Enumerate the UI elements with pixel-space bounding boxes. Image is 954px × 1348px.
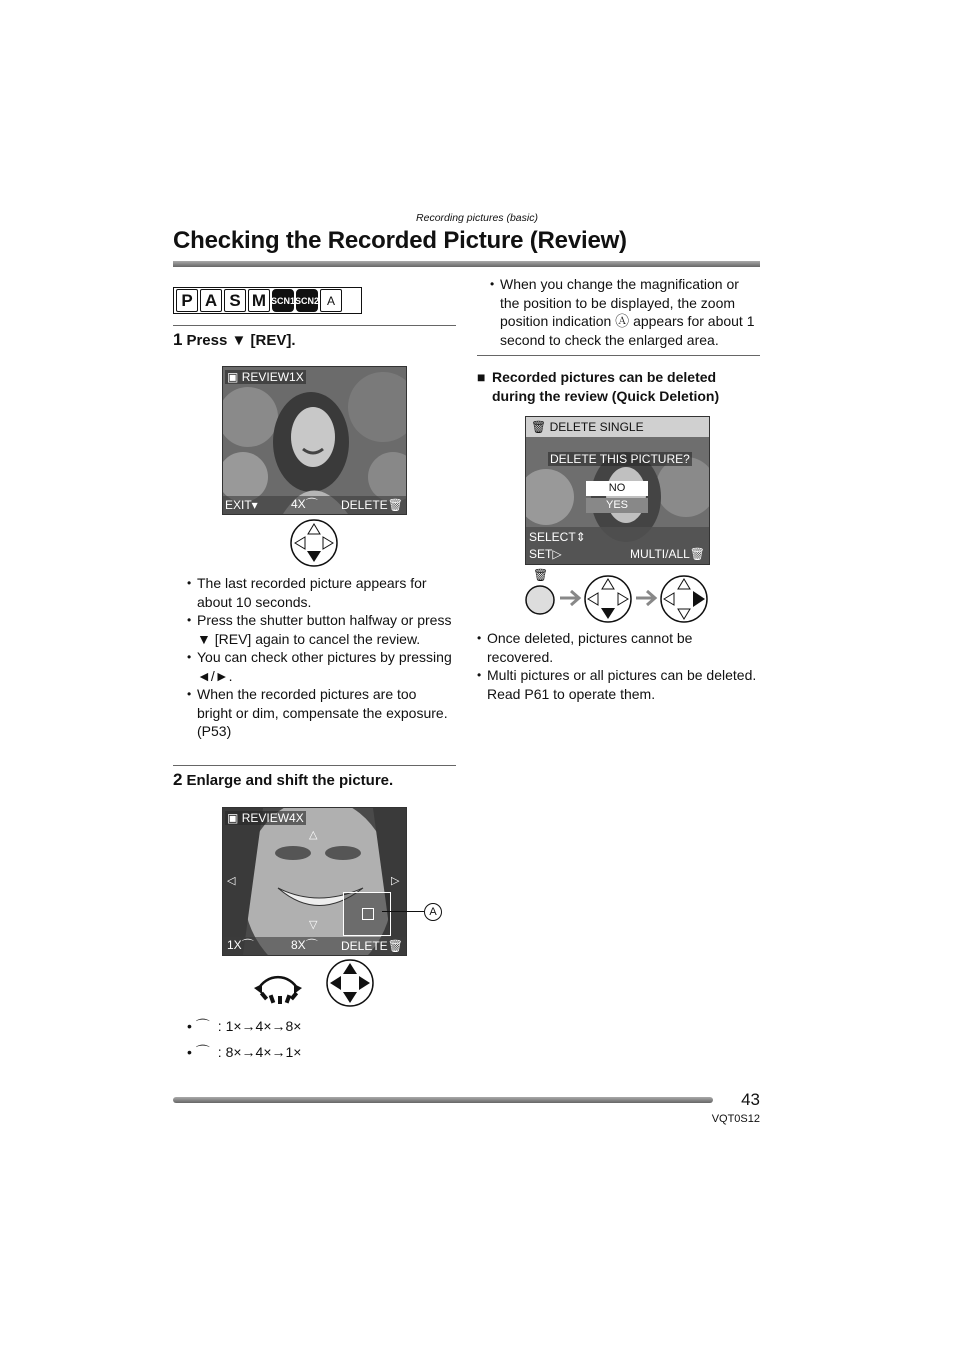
review-screen-4x: [222, 807, 407, 956]
cursor-pad-right-icon: [659, 574, 709, 624]
down-arrow-icon: ▾: [251, 498, 258, 512]
left-arrow-icon: ◁: [227, 875, 236, 887]
page-number: 43: [741, 1090, 760, 1109]
right-arrow-icon: ▷: [552, 547, 562, 561]
callout-line: [382, 911, 424, 912]
mode-scn2-icon: SCN2: [296, 289, 318, 312]
delete-label: [341, 939, 403, 953]
doc-code: VQT0S12: [711, 1113, 760, 1125]
bullet: • Once deleted, pictures cannot be recovered.: [477, 629, 760, 666]
page-title: Checking the Recorded Picture (Review): [173, 227, 627, 254]
divider: [173, 765, 456, 766]
zoom-position-indicator: [343, 892, 391, 936]
multi-all-text: MULTI/ALL: [630, 547, 690, 561]
playback-icon: ▣: [227, 370, 239, 384]
step-1: [173, 330, 296, 350]
mode-s-icon: S: [224, 289, 246, 312]
delete-question: DELETE THIS PICTURE?: [550, 452, 690, 466]
delete-title: [531, 420, 644, 434]
up-down-icon: ⇕: [575, 530, 586, 544]
title-rule: [173, 261, 760, 267]
delete-button-icon: [524, 584, 556, 616]
right-arrow-icon: ▷: [391, 875, 400, 887]
review-label: [225, 811, 306, 825]
zoom-lever-icon: [252, 962, 304, 1006]
delete-title-text: DELETE SINGLE: [549, 420, 644, 434]
trash-icon: 🗑: [689, 547, 706, 561]
cursor-pad-down-icon: [289, 518, 339, 568]
zoom-max-text: 8X: [291, 938, 306, 952]
quick-delete-heading: [477, 368, 760, 406]
review-label: [225, 370, 306, 384]
exit-text: EXIT: [225, 498, 252, 512]
step-text: Enlarge and shift the picture.: [186, 772, 394, 789]
step-number: 2: [173, 770, 183, 789]
zoom-out-text: : 8×→4×→1×: [217, 1044, 302, 1060]
zoom-in-text: : 1×→4×→8×: [217, 1018, 302, 1034]
zoom-min-label: [227, 936, 254, 953]
right-bottom-bullets: [477, 629, 760, 703]
review-text: REVIEW4X: [241, 811, 304, 825]
zoom-min-text: 1X: [227, 938, 242, 952]
zoom-out-line: • ⌒ : 8×→4×→1×: [187, 1044, 302, 1060]
zoom-wide-icon: ⌒: [195, 1044, 210, 1060]
divider: [477, 355, 760, 356]
step-text: Press ▼ [REV].: [186, 332, 296, 349]
zoom-max-label: [291, 936, 318, 953]
bullet: • You can check other pictures by pressing ◄/►.: [187, 648, 452, 685]
yes-option[interactable]: YES: [586, 498, 648, 513]
zoom-text: 4X: [291, 497, 306, 511]
trash-icon: 🗑: [531, 420, 547, 434]
set-text: SET: [529, 547, 553, 561]
trash-icon: 🗑: [387, 498, 403, 512]
multi-all-label: [630, 547, 705, 561]
delete-text: DELETE: [341, 939, 388, 953]
review-screen-1x: [222, 366, 407, 515]
footer-rule: [173, 1097, 713, 1103]
cursor-pad-up-icon: [583, 574, 633, 624]
mode-auto-icon: A: [320, 289, 342, 312]
square-bullet-icon: ■: [477, 369, 486, 385]
mode-p-icon: P: [176, 289, 198, 312]
step1-bullets: [187, 574, 452, 741]
down-arrow-icon: ▽: [309, 919, 318, 931]
set-label: [529, 547, 562, 561]
up-arrow-icon: △: [309, 829, 318, 841]
review-text: REVIEW1X: [241, 370, 304, 384]
portrait-photo: [223, 367, 406, 514]
delete-text: DELETE: [341, 498, 388, 512]
exit-label: [225, 498, 258, 512]
playback-icon: ▣: [227, 811, 239, 825]
delete-screen: [525, 416, 710, 565]
no-option[interactable]: NO: [586, 481, 648, 496]
divider: [173, 325, 456, 326]
mode-m-icon: M: [248, 289, 270, 312]
bullet: • The last recorded picture appears for about 10 seconds.: [187, 574, 452, 611]
callout-a: A: [424, 903, 442, 921]
bullet: • Press the shutter button halfway or press ▼ [REV] again to cancel the review.: [187, 611, 452, 648]
heading-text: Recorded pictures can be deleted during the review (Quick Deletion): [492, 369, 720, 404]
sequence-arrow-icon: [558, 588, 582, 608]
trash-icon: 🗑: [387, 939, 403, 953]
sequence-arrow-icon: [634, 588, 658, 608]
bullet: • Multi pictures or all pictures can be deleted. Read P61 to operate them.: [477, 666, 760, 703]
mode-icons: [173, 287, 362, 314]
bullet: • When the recorded pictures are too bright or dim, compensate the exposure. (P53): [187, 685, 452, 741]
select-text: SELECT: [529, 530, 576, 544]
zoom-position-box: [362, 908, 374, 920]
section-label: Recording pictures (basic): [416, 212, 538, 224]
zoom-label: [291, 495, 318, 512]
mode-a-icon: A: [200, 289, 222, 312]
trash-icon: 🗑: [533, 568, 549, 582]
delete-label: [341, 498, 403, 512]
right-top-bullet: [490, 275, 760, 349]
cursor-pad-all-icon: [325, 958, 375, 1008]
mode-scn1-icon: SCN1: [272, 289, 294, 312]
zoom-in-line: • ⌒ : 1×→4×→8×: [187, 1018, 302, 1034]
zoom-tele-icon: ⌒: [195, 1018, 210, 1034]
bullet: • When you change the magnification or the position to be displayed, the zoom position indication Ⓐ appears for about 1 second to check the enlarged area.: [490, 275, 760, 349]
step-number: 1: [173, 330, 183, 349]
zoom-lever-icon: ⌒: [305, 938, 318, 952]
select-label: [529, 530, 586, 544]
step-2: [173, 770, 393, 790]
zoom-lever-icon: ⌒: [305, 497, 318, 511]
zoom-lever-icon: ⌒: [241, 938, 254, 952]
